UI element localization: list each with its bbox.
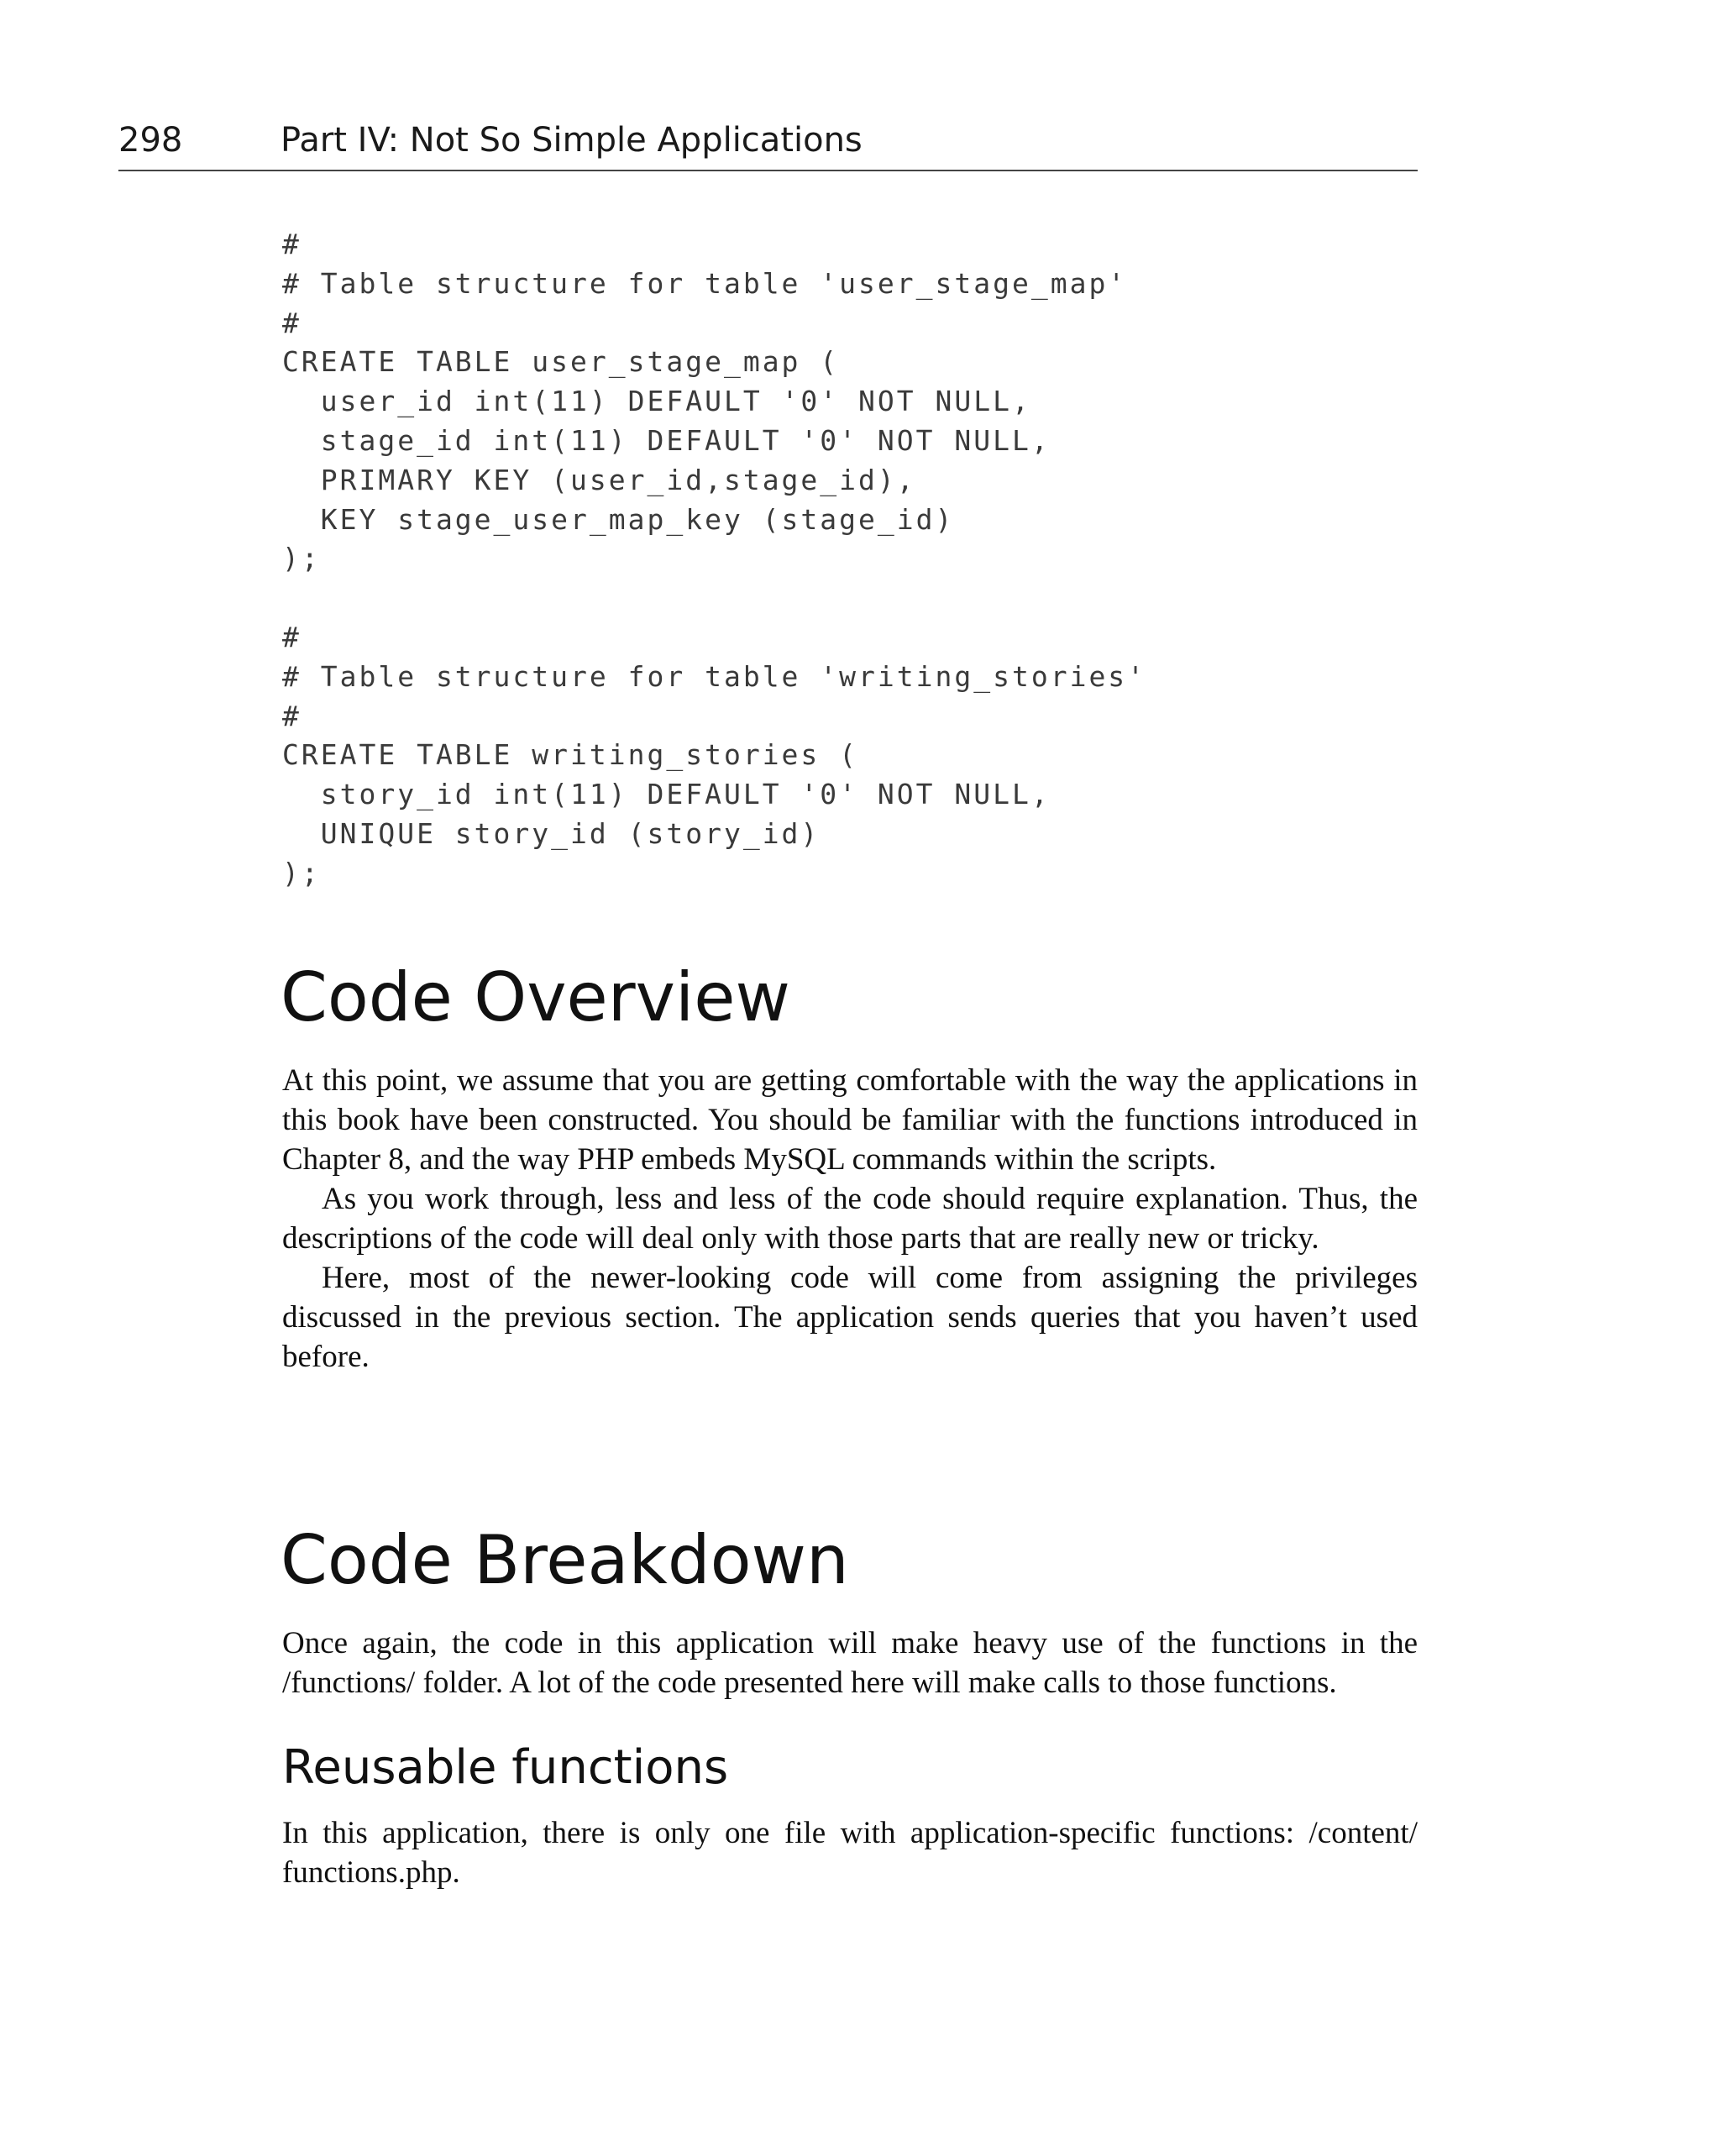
section-heading-code-breakdown: Code Breakdown	[281, 1521, 849, 1599]
paragraph: In this application, there is only one file with application-specific functions: /content/ functions.php.	[282, 1816, 1418, 1890]
code-line	[282, 579, 1146, 618]
paragraph: Once again, the code in this application will make heavy use of the functions in the /functions/ folder. A lot of the code presented here will make calls to those functions.	[282, 1626, 1418, 1700]
code-line: #	[282, 699, 302, 732]
code-line: # Table structure for table 'writing_stories'	[282, 659, 1147, 693]
code-line: PRIMARY KEY (user_id,stage_id),	[282, 463, 916, 496]
code-line: #	[282, 228, 302, 260]
page-number: 298	[118, 121, 183, 160]
code-line: story_id int(11) DEFAULT '0' NOT NULL,	[282, 778, 1051, 811]
code-breakdown-body	[282, 1624, 1418, 1702]
paragraph: At this point, we assume that you are getting comfortable with the way the applications in this book have been constructed. You should be familiar with the functions introduced in Chapter 8, and the way PHP embeds MySQL commands within the scripts.	[282, 1063, 1418, 1177]
subsection-heading-reusable-functions: Reusable functions	[282, 1740, 729, 1795]
code-line: );	[282, 856, 321, 889]
code-line: #	[282, 620, 302, 653]
reusable-functions-body	[282, 1813, 1418, 1892]
code-line: CREATE TABLE writing_stories (	[282, 738, 859, 772]
running-header	[118, 116, 1418, 171]
part-title: Part IV: Not So Simple Applications	[281, 121, 863, 160]
code-line: #	[282, 306, 302, 339]
code-line: KEY stage_user_map_key (stage_id)	[282, 502, 955, 536]
paragraph: Here, most of the newer-looking code will come from assigning the privileges discussed in the previous section. The application sends queries that you haven’t used before.	[282, 1261, 1418, 1374]
code-line: user_id int(11) DEFAULT '0' NOT NULL,	[282, 385, 1031, 418]
section-heading-code-overview: Code Overview	[281, 958, 790, 1036]
code-line: stage_id int(11) DEFAULT '0' NOT NULL,	[282, 423, 1051, 457]
code-line: CREATE TABLE user_stage_map (	[282, 345, 840, 379]
sql-code-listing	[282, 225, 1146, 894]
paragraph: As you work through, less and less of the code should require explanation. Thus, the descriptions of the code will deal only with those parts that are really new or tricky.	[282, 1182, 1418, 1256]
code-line: );	[282, 542, 321, 575]
code-line: # Table structure for table 'user_stage_map'	[282, 266, 1128, 300]
code-overview-body	[282, 1061, 1418, 1377]
code-line: UNIQUE story_id (story_id)	[282, 816, 821, 850]
